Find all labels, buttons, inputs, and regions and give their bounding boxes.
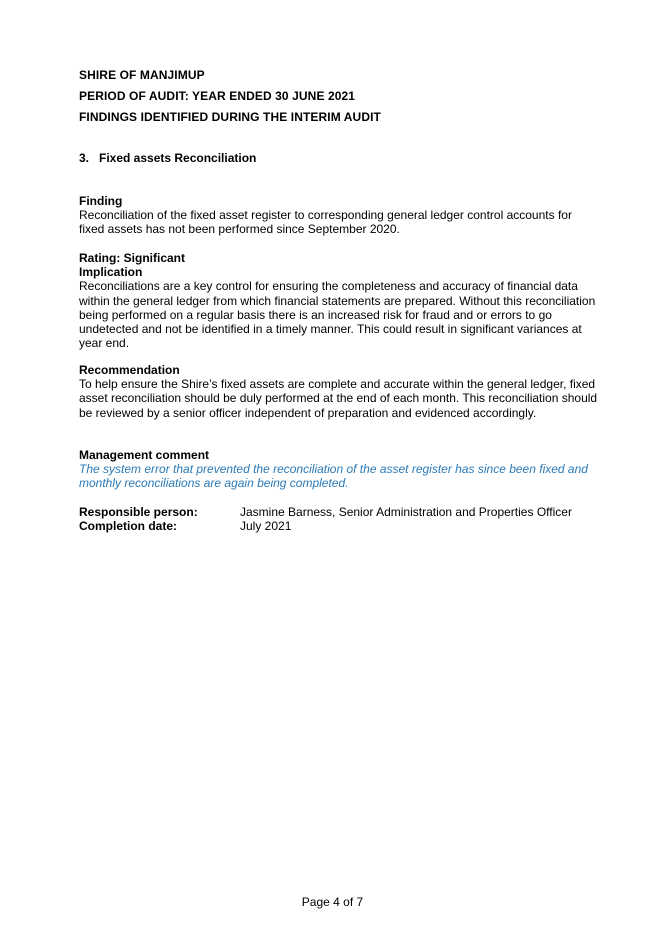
responsible-person-label: Responsible person: <box>79 505 198 519</box>
finding-label: Finding <box>79 194 123 208</box>
management-comment-block <box>79 448 599 491</box>
implication-label: Implication <box>79 265 143 280</box>
page-number: Page 4 of 7 <box>301 895 364 909</box>
completion-date-label: Completion date: <box>79 519 177 534</box>
section-heading <box>79 151 256 165</box>
recommendation-text: To help ensure the Shire’s fixed assets are complete and accurate within the general ledger, fixed asset reconciliation should be duly performed at the end of each month. This reconciliation should be reviewed by a senior officer independent of preparation and evidenced accordingly. <box>79 377 598 420</box>
responsible-person-value: Jasmine Barness, Senior Administration and Properties Officer <box>240 505 572 519</box>
finding-text: Reconciliation of the fixed asset register to corresponding general ledger control accounts for fixed assets has not been performed since September 2020. <box>79 208 572 237</box>
responsibility-table <box>79 505 572 533</box>
completion-date-row <box>79 519 572 533</box>
header-audit-period: PERIOD OF AUDIT: YEAR ENDED 30 JUNE 2021 <box>79 89 356 103</box>
recommendation-label: Recommendation <box>79 363 180 377</box>
management-comment-text: The system error that prevented the reconciliation of the asset register has since been fixed and monthly reconciliations are again being completed. <box>79 462 588 491</box>
implication-text: Reconciliations are a key control for ensuring the completeness and accuracy of financial data within the general ledger from which financial statements are prepared. Without this reconciliation being performed on a regular basis there is an increased risk for fraud and or errors to go undetected and not be identified in a timely manner. This could result in significant variances at year end. <box>79 279 596 351</box>
completion-date-value: July 2021 <box>240 519 292 534</box>
section-number: 3. <box>79 151 90 165</box>
recommendation-block <box>79 363 599 420</box>
section-title: Fixed assets Reconciliation <box>99 151 257 165</box>
management-comment-label: Management comment <box>79 448 210 462</box>
header-organisation: SHIRE OF MANJIMUP <box>79 68 205 82</box>
responsible-person-row <box>79 505 572 519</box>
finding-block <box>79 194 599 237</box>
rating-label: Rating: Significant <box>79 251 185 265</box>
header-findings-title: FINDINGS IDENTIFIED DURING THE INTERIM AUDIT <box>79 110 381 124</box>
rating-implication-block <box>79 251 599 350</box>
